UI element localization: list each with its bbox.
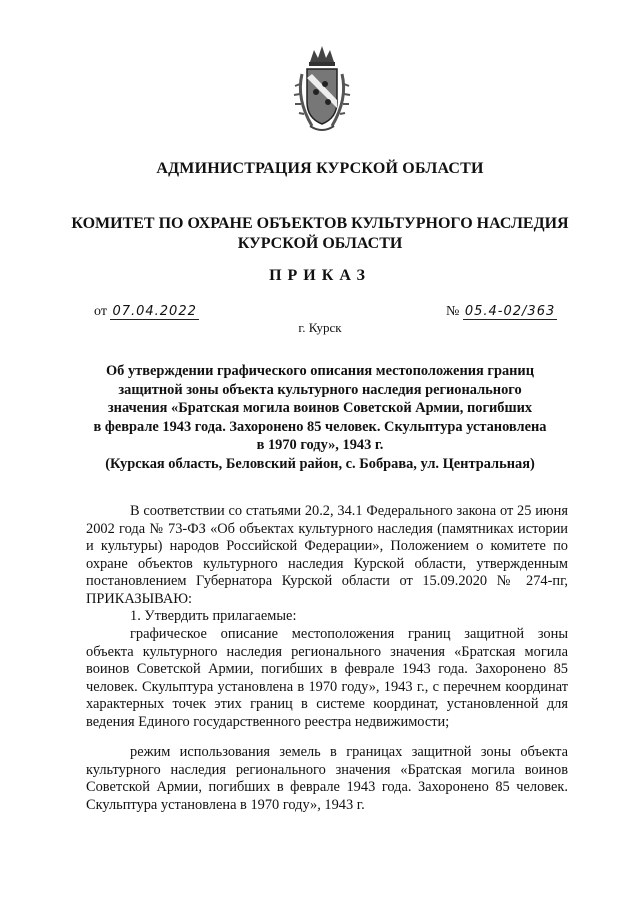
title-line-1: Об утверждении графического описания местоположения границ bbox=[105, 363, 535, 379]
title-line-3: значения «Братская могила воинов Советской Армии, погибших bbox=[107, 400, 533, 416]
body-paragraph-2: графическое описание местоположения границ защитной зоны объекта культурного наследия регионального значения «Братская могила воинов Советской Армии, погибших в феврале 1943 года. Захоронено 85 человек. Скульптура установлена в 1970 году», 1943 г., с перечнем координат характерных точек этих границ в системе координат, установленной для ведения Единого государственного реестра недвижимости; bbox=[86, 626, 568, 730]
administration-heading: АДМИНИСТРАЦИЯ КУРСКОЙ ОБЛАСТИ bbox=[156, 160, 484, 177]
body-item-1: 1. Утвердить прилагаемые: bbox=[130, 608, 297, 624]
title-line-4: в феврале 1943 года. Захоронено 85 человек. Скульптура установлена bbox=[93, 418, 547, 435]
number-value: 05.4-02/363 bbox=[464, 304, 556, 319]
committee-heading bbox=[0, 214, 640, 254]
title-line-6: (Курская область, Беловский район, с. Бобрава, ул. Центральная) bbox=[105, 455, 535, 472]
title-line-5: в 1970 году», 1943 г. bbox=[256, 437, 384, 453]
date-value: 07.04.2022 bbox=[112, 304, 197, 319]
committee-line-2: КУРСКОЙ ОБЛАСТИ bbox=[237, 235, 403, 252]
document-type: ПРИКАЗ bbox=[269, 267, 371, 284]
number-prefix: № bbox=[446, 304, 460, 319]
coat-of-arms-icon bbox=[292, 44, 352, 134]
city-label: г. Курск bbox=[298, 320, 342, 335]
document-title bbox=[90, 362, 550, 473]
title-line-2: защитной зоны объекта культурного наследия регионального bbox=[118, 381, 522, 398]
committee-line-1: КОМИТЕТ ПО ОХРАНЕ ОБЪЕКТОВ КУЛЬТУРНОГО НАСЛЕДИЯ bbox=[71, 215, 569, 232]
number-field bbox=[446, 304, 557, 320]
body-paragraph-1: В соответствии со статьями 20.2, 34.1 Федерального закона от 25 июня 2002 года № 73-ФЗ «Об объектах культурного наследия (памятниках истории и культуры) народов Российской Федерации», Положением о комитете по охране объектов культурного наследия Курской области, утвержденным постановлением Губернатора Курской области от 15.09.2020 № 274-пг, ПРИКАЗЫВАЮ: bbox=[86, 503, 568, 607]
date-prefix: от bbox=[94, 304, 107, 319]
body-paragraph-3: режим использования земель в границах защитной зоны объекта культурного наследия регионального значения «Братская могила воинов Советской Армии, погибших в феврале 1943 года. Захоронено 85 человек. Скульптура установлена в 1970 году», 1943 г. bbox=[86, 744, 568, 813]
date-field bbox=[94, 304, 199, 320]
